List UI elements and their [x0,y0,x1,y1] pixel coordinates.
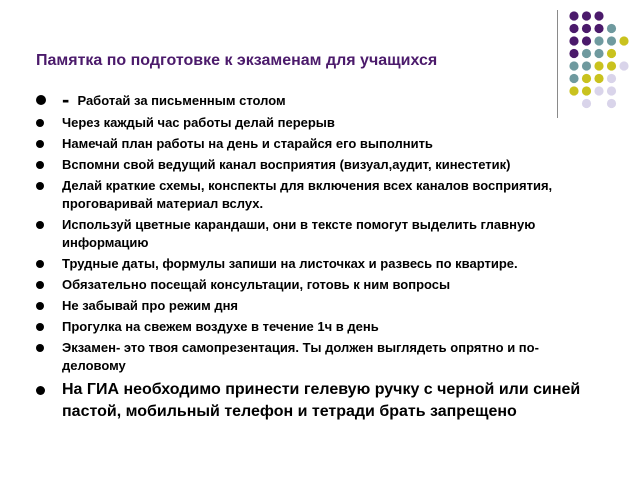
decor-dot [607,74,616,83]
list-item-text: Обязательно посещай консультации, готовь к ним вопросы [62,277,451,292]
decor-dot [594,11,603,20]
dash-prefix: - [62,87,76,112]
decor-dot [619,61,628,70]
decor-dot [594,36,603,45]
list-item [36,255,602,273]
list-item [36,114,602,132]
list-item-text: Делай краткие схемы, конспекты для включения всех каналов восприятия, проговаривай материал вслух. [62,178,553,211]
bullet-dot-icon [36,161,44,169]
list-item-text: Экзамен- это твоя самопрезентация. Ты должен выглядеть опрятно и по- деловому [62,340,539,373]
decor-dot [619,36,628,45]
decor-dot [607,36,616,45]
bullet-dot-icon [36,302,44,310]
decor-dot [594,49,603,58]
decor-dot [607,61,616,70]
decor-dot [582,36,591,45]
list-item-text: Работай за письменным столом [77,93,286,108]
list-item-text: На ГИА необходимо принести гелевую ручку с черной или синей пастой, мобильный телефон и тетради брать запрещено [62,381,581,420]
list-item [36,297,602,315]
bullet-dot-icon [36,119,44,127]
decor-dot [582,11,591,20]
decor-dot [594,74,603,83]
bullet-dot-icon [36,260,44,268]
list-item-text: Трудные даты, формулы запиши на листочках и развесь по квартире. [62,256,518,271]
decor-dot [594,61,603,70]
decor-dot [569,49,578,58]
page-title: Памятка по подготовке к экзаменам для учащихся [36,52,438,69]
list-item [36,318,602,336]
list-item-text: Прогулка на свежем воздухе в течение 1ч в день [62,319,379,334]
decor-dot [582,74,591,83]
list-item [36,88,602,113]
bullet-dot-icon [36,344,44,352]
decor-dot [569,24,578,33]
decor-dot [569,36,578,45]
decor-dot [569,74,578,83]
decor-dot [594,24,603,33]
bullet-dot-icon [36,386,45,395]
decor-dot [582,24,591,33]
bullet-dot-icon [36,323,44,331]
decor-dot [607,99,616,108]
list-item [36,276,602,294]
list-item [36,135,602,153]
list-item [36,216,602,252]
bullet-dot-icon [36,182,44,190]
list-item-text: Вспомни свой ведущий канал восприятия (визуал,аудит, кинестетик) [62,157,511,172]
list-item-text: Намечай план работы на день и старайся его выполнить [62,136,433,151]
bullet-list [36,88,602,426]
decor-dot [582,49,591,58]
list-item-text: Через каждый час работы делай перерыв [62,115,335,130]
bullet-dot-icon [36,221,44,229]
list-item [36,177,602,213]
decor-dot [569,11,578,20]
list-item [36,156,602,174]
decor-dot [582,61,591,70]
list-item [36,379,602,423]
bullet-dot-icon [36,140,44,148]
bullet-dot-icon [36,281,44,289]
decor-dot [607,24,616,33]
list-item-text: Не забывай про режим дня [62,298,239,313]
list-item-text: Используй цветные карандаши, они в тексте помогут выделить главную информацию [62,217,536,250]
decor-dot [607,86,616,95]
decor-dot [569,61,578,70]
bullet-dot-icon [36,95,46,105]
decor-dot [607,49,616,58]
list-item [36,339,602,375]
